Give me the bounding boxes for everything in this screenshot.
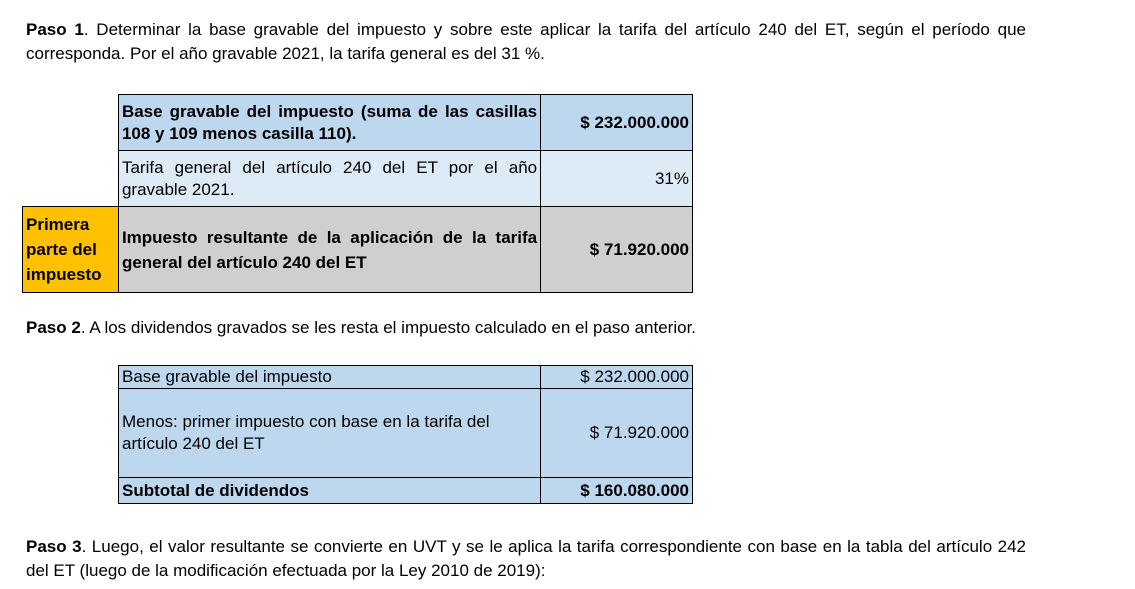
menos-impuesto-value: $ 71.920.000 <box>541 389 693 478</box>
paso2-label: Paso 2 <box>26 318 81 337</box>
paso2-paragraph <box>26 316 1026 340</box>
impuesto-resultante-label: Impuesto resultante de la aplicación de la tarifa general del artículo 240 del ET <box>118 207 540 293</box>
table-row <box>119 389 693 478</box>
primera-parte-label: Primera parte del impuesto <box>23 207 119 293</box>
table-row <box>119 366 693 389</box>
menos-impuesto-label: Menos: primer impuesto con base en la tarifa del artículo 240 del ET <box>119 389 541 478</box>
subtotal-label: Subtotal de dividendos <box>119 478 541 504</box>
paso3-label: Paso 3 <box>26 537 82 556</box>
tarifa-value: 31% <box>541 151 693 207</box>
base-gravable-value: $ 232.000.000 <box>541 95 693 151</box>
impuesto-resultante-value: $ 71.920.000 <box>541 207 693 293</box>
empty-cell <box>23 95 119 151</box>
empty-cell <box>23 151 119 207</box>
paso1-label: Paso 1 <box>26 20 84 39</box>
base-gravable-value-2: $ 232.000.000 <box>541 366 693 389</box>
tarifa-label: Tarifa general del artículo 240 del ET por el año gravable 2021. <box>118 151 540 207</box>
subtotal-value: $ 160.080.000 <box>541 478 693 504</box>
paso1-paragraph <box>26 18 1026 66</box>
paso1-text: . Determinar la base gravable del impuesto y sobre este aplicar la tarifa del artículo 240 del ET, según el período que corresponda. Por el año gravable 2021, la tarifa general es del 31 %. <box>26 20 1026 63</box>
paso2-text: . A los dividendos gravados se les resta el impuesto calculado en el paso anterior. <box>80 318 697 337</box>
table-row <box>119 478 693 504</box>
paso3-paragraph <box>26 535 1026 583</box>
table-row <box>23 151 693 207</box>
base-gravable-label-2: Base gravable del impuesto <box>119 366 541 389</box>
paso3-text: . Luego, el valor resultante se convierte en UVT y se le aplica la tarifa correspondiente con base en la tabla del artículo 242 del ET (luego de la modificación efectuada por la Ley 2010 de 2019): <box>26 537 1027 580</box>
table-subtotal-dividendos <box>118 365 693 504</box>
table-row <box>23 207 693 293</box>
base-gravable-label: Base gravable del impuesto (suma de las casillas 108 y 109 menos casilla 110). <box>118 95 540 151</box>
table-row <box>23 95 693 151</box>
table-base-gravable <box>22 94 693 293</box>
